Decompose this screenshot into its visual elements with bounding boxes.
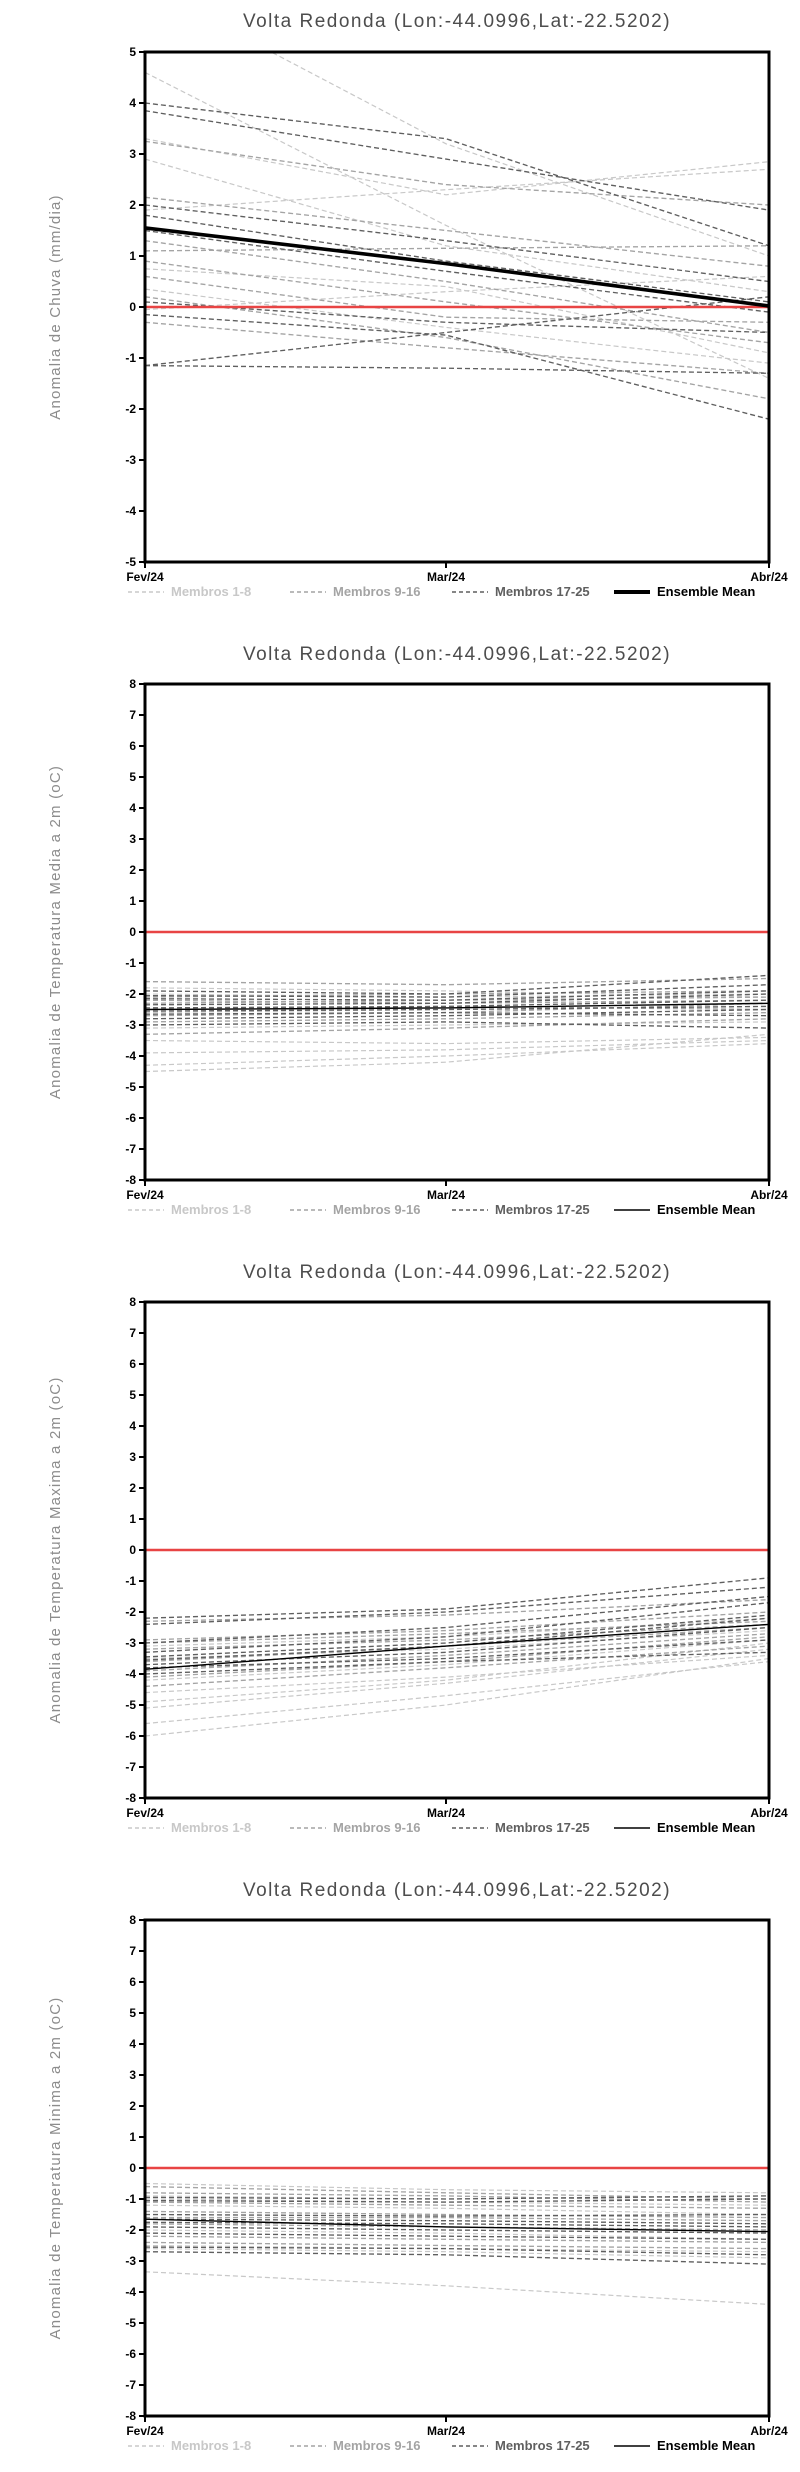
x-tick-label: Abr/24	[750, 1188, 788, 1202]
ensemble-member-line	[145, 111, 769, 210]
x-tick-label: Fev/24	[126, 1188, 164, 1202]
ensemble-mean-line	[145, 228, 769, 306]
y-tick-label: -5	[125, 2316, 136, 2330]
legend-label-3: Membros 17-25	[495, 584, 590, 599]
y-tick-label: -3	[125, 1018, 136, 1032]
ensemble-member-line	[145, 1044, 769, 1066]
y-axis-label: Anomalia de Temperatura Minima a 2m (oC)	[47, 1996, 64, 2340]
y-tick-label: 1	[129, 1512, 136, 1526]
x-tick-label: Mar/24	[426, 570, 466, 584]
ensemble-member-line	[145, 197, 769, 266]
y-tick-label: 8	[129, 1913, 136, 1927]
ensemble-member-line	[145, 1034, 769, 1071]
plot-lines-group	[145, 0, 769, 419]
y-tick-label: -1	[125, 351, 136, 365]
ensemble-member-line	[145, 2202, 769, 2208]
chart-canvas-4	[0, 1854, 800, 2472]
y-tick-label: 4	[129, 2037, 136, 2051]
y-tick-label: -7	[125, 1142, 136, 1156]
y-tick-label: -6	[125, 1111, 136, 1125]
x-tick-label: Mar/24	[426, 1806, 466, 1820]
y-tick-label: -6	[125, 1729, 136, 1743]
ensemble-member-line	[145, 2242, 769, 2248]
y-tick-label: 6	[129, 1357, 136, 1371]
chart-block-2	[0, 618, 800, 1236]
chart-title: Volta Redonda (Lon:-44.0996,Lat:-22.5202)	[242, 1880, 672, 1901]
y-tick-label: 1	[129, 2130, 136, 2144]
chart-title: Volta Redonda (Lon:-44.0996,Lat:-22.5202)	[242, 11, 672, 32]
y-tick-label: 5	[129, 770, 136, 784]
y-tick-label: -1	[125, 1574, 136, 1588]
y-tick-label: 3	[129, 2068, 136, 2082]
y-tick-label: -3	[125, 2254, 136, 2268]
chart-title: Volta Redonda (Lon:-44.0996,Lat:-22.5202)	[242, 644, 672, 665]
y-tick-label: 2	[129, 198, 136, 212]
y-tick-label: -1	[125, 2192, 136, 2206]
y-tick-label: 4	[129, 801, 136, 815]
x-tick-label: Fev/24	[126, 2424, 164, 2438]
legend-label-3: Membros 17-25	[495, 2438, 590, 2453]
y-tick-label: 4	[129, 1419, 136, 1433]
y-tick-label: 0	[129, 1543, 136, 1557]
chart-block-4	[0, 1854, 800, 2472]
x-tick-label: Abr/24	[750, 2424, 788, 2438]
ensemble-member-line	[145, 169, 769, 210]
ensemble-member-line	[145, 1652, 769, 1674]
y-tick-label: 1	[129, 249, 136, 263]
chart-canvas-3	[0, 1236, 800, 1854]
legend-label-2: Membros 9-16	[333, 1820, 421, 1835]
ensemble-member-line	[145, 1662, 769, 1724]
ensemble-member-line	[145, 159, 769, 292]
legend-label-2: Membros 9-16	[333, 1202, 421, 1217]
ensemble-member-line	[145, 103, 769, 246]
y-tick-label: 3	[129, 1450, 136, 1464]
y-tick-label: -2	[125, 2223, 136, 2237]
ensemble-member-line	[145, 979, 769, 985]
plot-lines-group	[145, 932, 769, 1072]
y-tick-label: -8	[125, 1173, 136, 1187]
y-tick-label: -5	[125, 1698, 136, 1712]
y-tick-label: -4	[125, 1049, 136, 1063]
legend-label-1: Membros 1-8	[171, 1202, 252, 1217]
ensemble-member-line	[145, 366, 769, 374]
chart-canvas-1	[0, 0, 800, 618]
ensemble-member-line	[145, 1646, 769, 1686]
ensemble-member-line	[145, 2205, 769, 2214]
y-tick-label: 2	[129, 2099, 136, 2113]
y-tick-label: -2	[125, 1605, 136, 1619]
x-tick-label: Abr/24	[750, 570, 788, 584]
y-tick-label: -6	[125, 2347, 136, 2361]
y-tick-label: -5	[125, 555, 136, 569]
legend-label-4: Ensemble Mean	[657, 1820, 756, 1835]
y-tick-label: -7	[125, 1760, 136, 1774]
y-tick-label: 3	[129, 832, 136, 846]
legend-label-1: Membros 1-8	[171, 584, 252, 599]
legend-label-4: Ensemble Mean	[657, 1202, 756, 1217]
y-tick-label: -2	[125, 402, 136, 416]
y-tick-label: -4	[125, 1667, 136, 1681]
ensemble-member-line	[145, 315, 769, 420]
ensemble-member-line	[145, 2184, 769, 2193]
ensemble-member-line	[145, 0, 769, 256]
ensemble-member-line	[145, 241, 769, 333]
y-tick-label: -8	[125, 1791, 136, 1805]
ensemble-member-line	[145, 1637, 769, 1677]
ensemble-member-line	[145, 205, 769, 282]
y-tick-label: 8	[129, 677, 136, 691]
y-tick-label: -8	[125, 2409, 136, 2423]
y-tick-label: -4	[125, 504, 136, 518]
y-tick-label: 1	[129, 894, 136, 908]
y-tick-label: -7	[125, 2378, 136, 2392]
y-tick-label: 7	[129, 708, 136, 722]
legend-label-4: Ensemble Mean	[657, 2438, 756, 2453]
y-tick-label: 5	[129, 2006, 136, 2020]
legend-label-3: Membros 17-25	[495, 1202, 590, 1217]
ensemble-member-line	[145, 246, 769, 251]
y-tick-label: -4	[125, 2285, 136, 2299]
ensemble-member-line	[145, 2218, 769, 2221]
y-tick-label: -5	[125, 1080, 136, 1094]
legend-label-3: Membros 17-25	[495, 1820, 590, 1835]
legend-label-1: Membros 1-8	[171, 2438, 252, 2453]
y-tick-label: 0	[129, 2161, 136, 2175]
chart-title: Volta Redonda (Lon:-44.0996,Lat:-22.5202)	[242, 1262, 672, 1283]
y-tick-label: 7	[129, 1944, 136, 1958]
y-tick-label: 2	[129, 1481, 136, 1495]
y-axis-label: Anomalia de Chuva (mm/dia)	[47, 194, 64, 420]
ensemble-member-line	[145, 72, 769, 378]
y-tick-label: -3	[125, 453, 136, 467]
y-tick-label: 6	[129, 1975, 136, 1989]
plot-lines-group	[145, 2168, 769, 2304]
y-axis-label: Anomalia de Temperatura Maxima a 2m (oC)	[47, 1376, 64, 1724]
chart-block-3	[0, 1236, 800, 1854]
y-tick-label: 0	[129, 300, 136, 314]
legend-label-4: Ensemble Mean	[657, 584, 756, 599]
y-tick-label: -2	[125, 987, 136, 1001]
x-tick-label: Abr/24	[750, 1806, 788, 1820]
y-tick-label: 8	[129, 1295, 136, 1309]
y-axis-label: Anomalia de Temperatura Media a 2m (oC)	[47, 764, 64, 1100]
y-tick-label: 5	[129, 1388, 136, 1402]
x-tick-label: Fev/24	[126, 1806, 164, 1820]
ensemble-member-line	[145, 1013, 769, 1022]
y-tick-label: 4	[129, 96, 136, 110]
plot-lines-group	[145, 1550, 769, 1736]
x-tick-label: Mar/24	[426, 1188, 466, 1202]
y-tick-label: 3	[129, 147, 136, 161]
x-tick-label: Mar/24	[426, 2424, 466, 2438]
ensemble-member-line	[145, 1659, 769, 1737]
y-tick-label: 2	[129, 863, 136, 877]
y-tick-label: -3	[125, 1636, 136, 1650]
chart-canvas-2	[0, 618, 800, 1236]
y-tick-label: -1	[125, 956, 136, 970]
ensemble-member-line	[145, 297, 769, 399]
x-tick-label: Fev/24	[126, 570, 164, 584]
y-tick-label: 5	[129, 45, 136, 59]
ensemble-member-line	[145, 289, 769, 363]
legend-label-2: Membros 9-16	[333, 584, 421, 599]
y-tick-label: 0	[129, 925, 136, 939]
ensemble-member-line	[145, 2233, 769, 2239]
legend-label-2: Membros 9-16	[333, 2438, 421, 2453]
ensemble-member-line	[145, 2272, 769, 2305]
y-tick-label: 6	[129, 739, 136, 753]
chart-block-1	[0, 0, 800, 618]
legend-label-1: Membros 1-8	[171, 1820, 252, 1835]
y-tick-label: 7	[129, 1326, 136, 1340]
